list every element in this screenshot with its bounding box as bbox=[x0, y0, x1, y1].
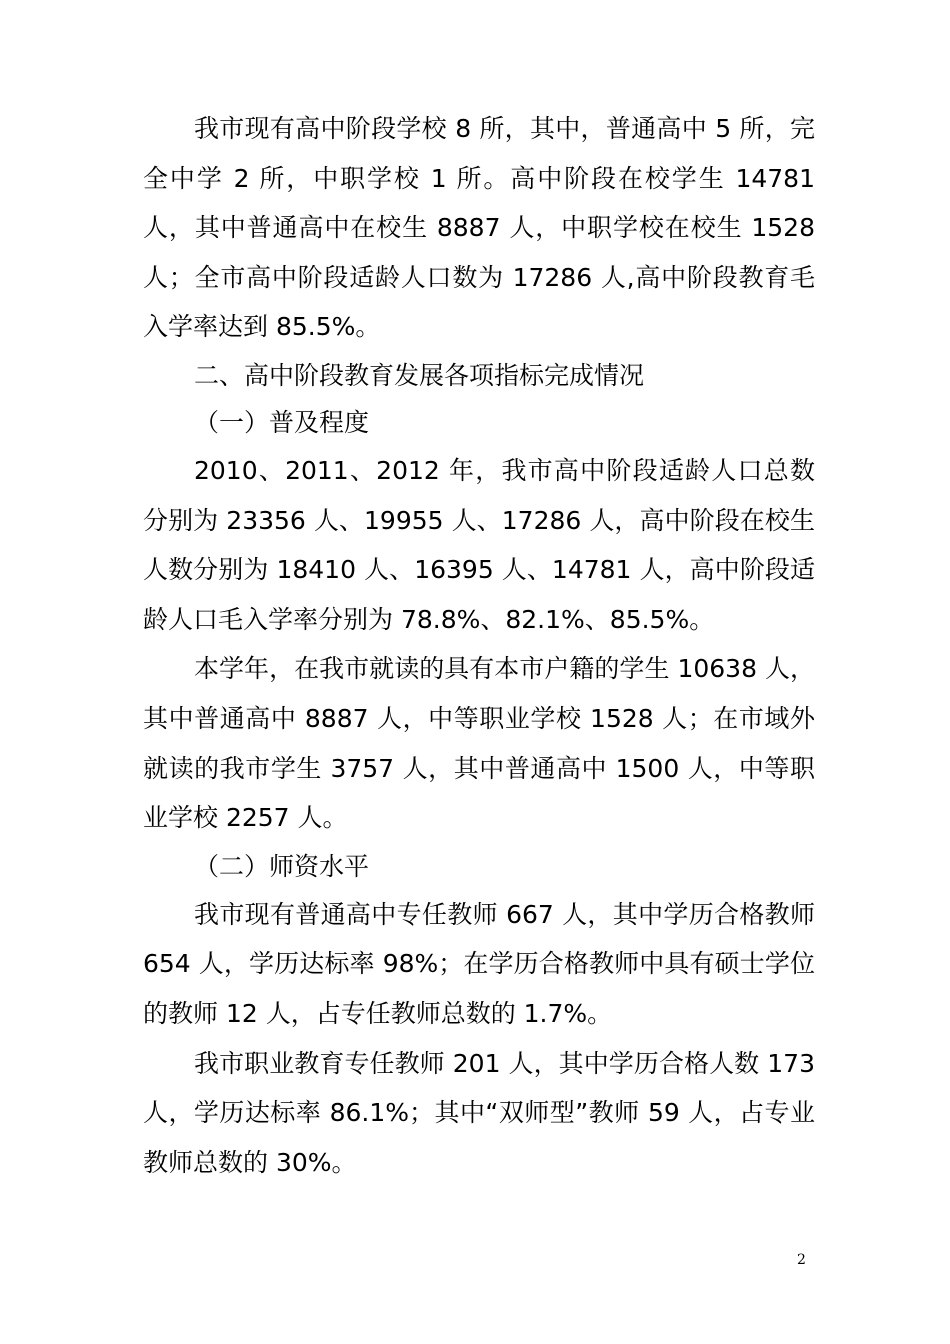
section-heading-indicators: 二、高中阶段教育发展各项指标完成情况 bbox=[194, 360, 645, 390]
subsection-heading-teachers: （二）师资水平 bbox=[194, 851, 370, 881]
paragraph-enrollment-rates: 2010、2011、2012 年，我市高中阶段适龄人口总数分别为 23356 人、19955 人、17286 人，高中阶段在校生人数分别为 18410 人、16395 人、14781 人，高中阶段适龄人口毛入学率分别为 78.8%、82.1%、85.5%。 bbox=[143, 455, 815, 634]
paragraph-local-students: 本学年，在我市就读的具有本市户籍的学生 10638 人，其中普通高中 8887 人，中等职业学校 1528 人；在市域外就读的我市学生 3757 人，其中普通高中 1500 人，中等职业学校 2257 人。 bbox=[143, 654, 815, 833]
page-body bbox=[143, 104, 815, 1187]
subsection-heading-popularization: （一）普及程度 bbox=[194, 407, 370, 437]
page-number: 2 bbox=[797, 1252, 806, 1268]
paragraph-vocational-teachers: 我市职业教育专任教师 201 人，其中学历合格人数 173 人，学历达标率 86.1%；其中“双师型”教师 59 人，占专业教师总数的 30%。 bbox=[143, 1048, 815, 1177]
paragraph-school-overview: 我市现有高中阶段学校 8 所，其中，普通高中 5 所，完全中学 2 所，中职学校 1 所。高中阶段在校学生 14781 人，其中普通高中在校生 8887 人，中职学校在校生 1528 人；全市高中阶段适龄人口数为 17286 人,高中阶段教育毛入学率达到 85.5%。 bbox=[143, 114, 815, 342]
paragraph-high-school-teachers: 我市现有普通高中专任教师 667 人，其中学历合格教师 654 人，学历达标率 98%；在学历合格教师中具有硕士学位的教师 12 人，占专任教师总数的 1.7%。 bbox=[143, 899, 815, 1028]
